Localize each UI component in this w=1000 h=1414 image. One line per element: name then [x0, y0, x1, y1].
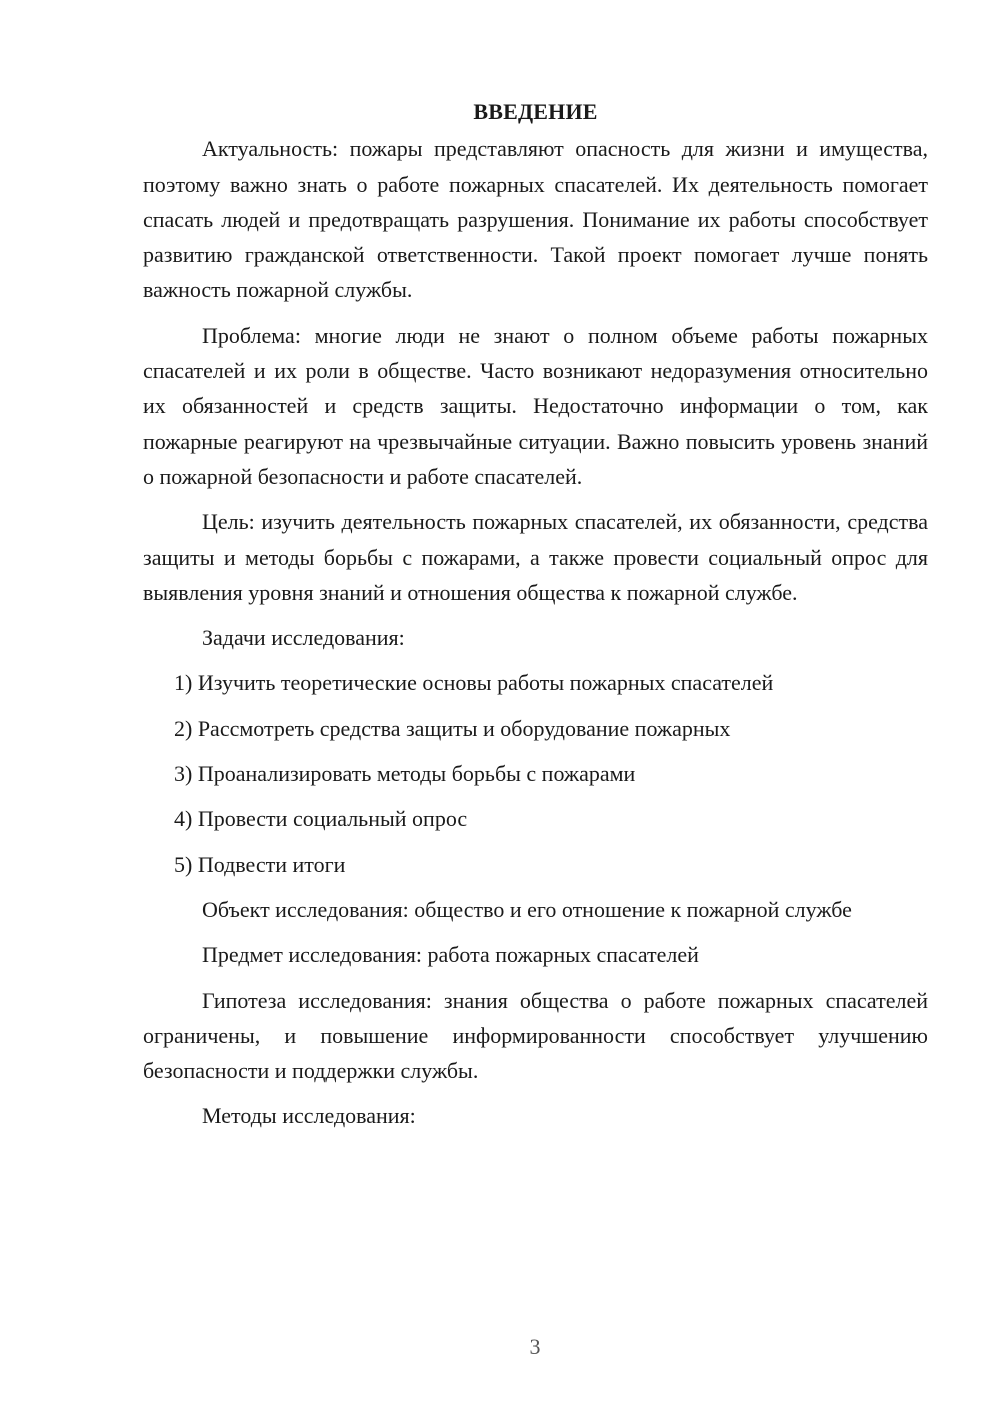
relevance-paragraph: Актуальность: пожары представляют опасность для жизни и имущества, поэтому важно знать о работе пожарных спасателей. Их деятельность помогает спасать людей и предотвращать разрушения. Понимание их работы способствует развитию гражданской ответственности. Такой проект помогает лучше понять важность пожарной службы. — [143, 136, 928, 303]
methods-title: Методы исследования: — [202, 1103, 416, 1129]
page-number: 3 — [529, 1334, 541, 1359]
list-item: 3) Проанализировать методы борьбы с пожарами — [174, 761, 636, 787]
list-item: 4) Провести социальный опрос — [174, 806, 468, 832]
list-item: 2) Рассмотреть средства защиты и оборудование пожарных — [174, 715, 731, 741]
section-heading: ВВЕДЕНИЕ — [473, 99, 598, 124]
goal-paragraph: Цель: изучить деятельность пожарных спасателей, их обязанности, средства защиты и методы борьбы с пожарами, а также провести социальный опрос для выявления уровня знаний и отношения общества к пожарной службе. — [143, 509, 928, 605]
list-item: 5) Подвести итоги — [174, 851, 346, 877]
problem-paragraph: Проблема: многие люди не знают о полном объеме работы пожарных спасателей и их роли в обществе. Часто возникают недоразумения относительно их обязанностей и средств защиты. Недостаточно информации о том, как пожарные реагируют на чрезвычайные ситуации. Важно повысить уровень знаний о пожарной безопасности и работе спасателей. — [143, 322, 928, 489]
tasks-title: Задачи исследования: — [202, 625, 405, 651]
list-item: 1) Изучить теоретические основы работы пожарных спасателей — [174, 670, 774, 696]
hypothesis-paragraph: Гипотеза исследования: знания общества о работе пожарных спасателей ограничены, и повышение информированности способствует улучшению безопасности и поддержки службы. — [143, 987, 928, 1084]
page-content — [143, 94, 928, 1134]
subject-paragraph: Предмет исследования: работа пожарных спасателей — [202, 942, 699, 968]
object-paragraph: Объект исследования: общество и его отношение к пожарной службе — [202, 896, 852, 922]
tasks-list — [143, 665, 928, 881]
